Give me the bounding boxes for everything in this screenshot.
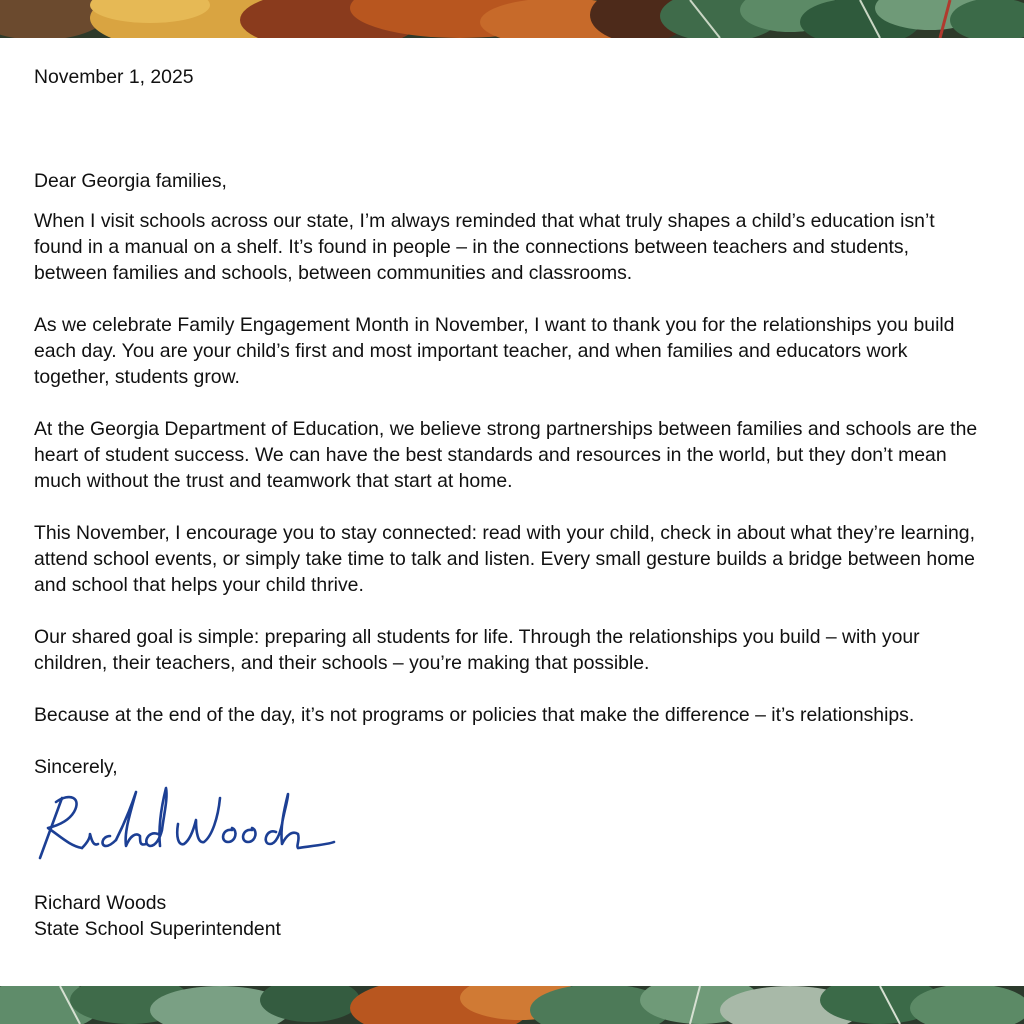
letter-date: November 1, 2025 (34, 66, 194, 88)
letter-paragraph-1: When I visit schools across our state, I’m always reminded that what truly shapes a child’s education isn’t found in a manual on a shelf. It’s found in people – in the connections between teachers and students, between families and schools, between communities and classrooms. (34, 210, 935, 284)
letter-paragraph-6: Because at the end of the day, it’s not programs or policies that make the difference – it’s relationships. (34, 704, 915, 726)
signer-name: Richard Woods (34, 892, 167, 914)
letter-paragraph-5: Our shared goal is simple: preparing all students for life. Through the relationships you build – with your children, their teachers, and their schools – you’re making that possible. (34, 626, 920, 674)
letter-salutation: Dear Georgia families, (34, 170, 227, 192)
leaves-image-top (0, 0, 1024, 38)
letter-body (34, 64, 984, 942)
letter-closing: Sincerely, (34, 756, 118, 778)
foliage-border-top (0, 0, 1024, 38)
letter-paragraph-4: This November, I encourage you to stay connected: read with your child, check in about what they’re learning, attend school events, or simply take time to talk and listen. Every small gesture builds a bridge between home and school that helps your child thrive. (34, 522, 975, 596)
letter-paragraph-2: As we celebrate Family Engagement Month in November, I want to thank you for the relationships you build each day. You are your child’s first and most important teacher, and when families and educators work together, students grow. (34, 314, 955, 388)
foliage-border-bottom (0, 986, 1024, 1024)
signature-image (36, 784, 336, 868)
signer-title: State School Superintendent (34, 918, 281, 940)
leaves-image-bottom (0, 986, 1024, 1024)
letter-paragraph-3: At the Georgia Department of Education, we believe strong partnerships between families and schools are the heart of student success. We can have the best standards and resources in the world, but they don’t mean much without the trust and teamwork that start at home. (34, 418, 978, 492)
